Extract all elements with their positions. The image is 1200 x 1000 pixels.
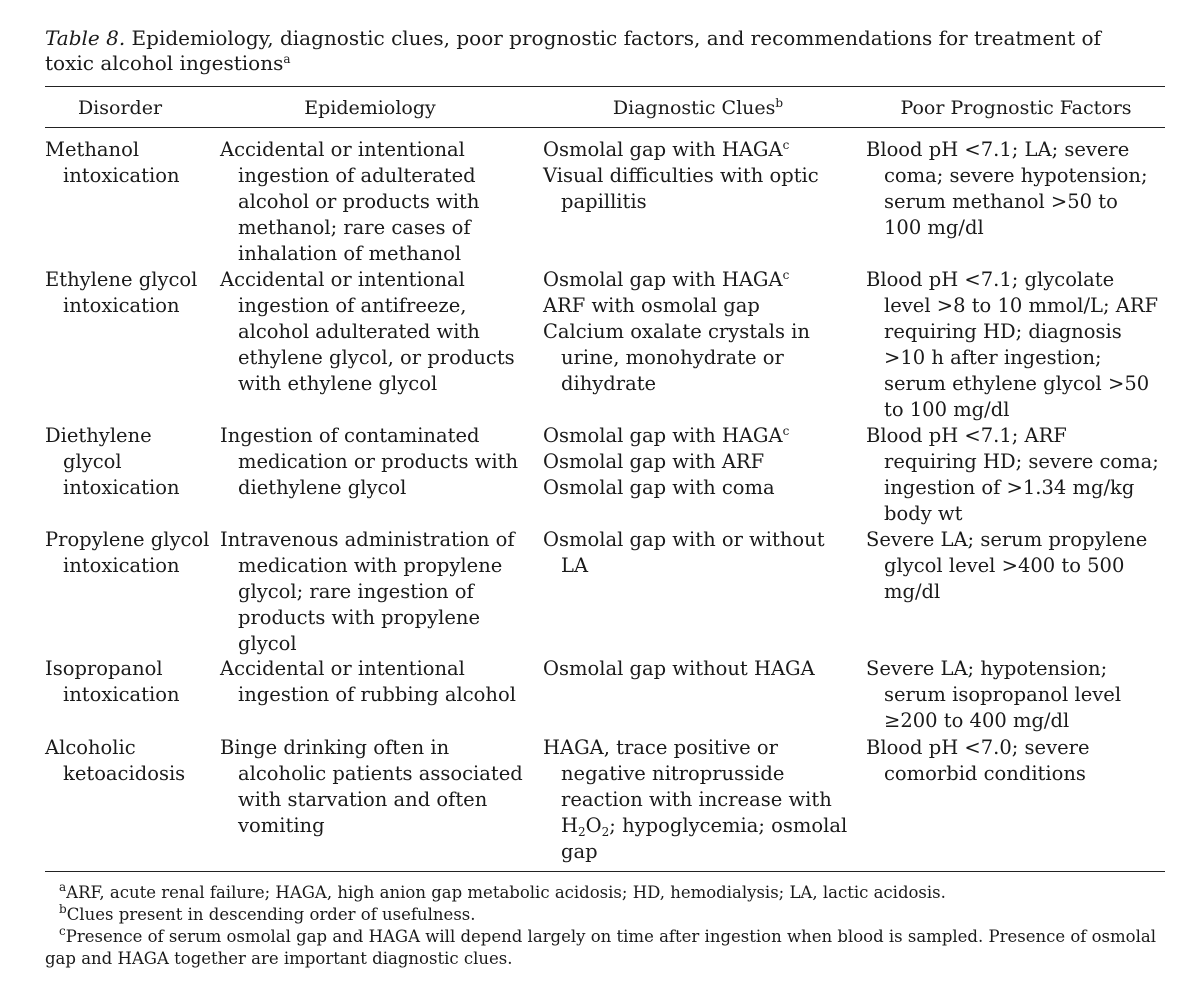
clue-text: Calcium oxalate crystals in urine, monohydrate or dihydrate <box>543 320 810 395</box>
footnote-c-text: Presence of serum osmolal gap and HAGA will depend largely on time after ingestion when blood is sampled. Presence of osmolal gap and HAGA together are important diagnostic clues. <box>45 927 1156 968</box>
cell-prognostic-factors <box>866 656 1161 734</box>
clue-text: HAGA, trace positive or negative nitroprusside reaction with increase with H <box>543 736 832 837</box>
clue-text: Visual difficulties with optic papillitis <box>543 164 819 213</box>
epidemiology-text: Accidental or intentional ingestion of rubbing alcohol <box>220 657 516 706</box>
diagnostic-clue <box>543 319 853 397</box>
clue-mark: c <box>782 268 790 282</box>
diagnostic-clue <box>543 293 853 319</box>
epidemiology-text: Ingestion of contaminated medication or products with diethylene glycol <box>220 424 518 499</box>
footnote-b-mark: b <box>59 902 67 916</box>
clue-text: Osmolal gap with ARF <box>543 450 765 473</box>
clue-sub: 2 <box>578 825 586 839</box>
clue-sub2: 2 <box>601 825 610 839</box>
clue-text: Osmolal gap with or without LA <box>543 528 825 577</box>
header-diagnostic-mark: b <box>775 96 784 110</box>
footnote-b <box>45 904 1167 926</box>
clue-text: Osmolal gap without HAGA <box>543 657 815 680</box>
epidemiology-text: Accidental or intentional ingestion of adulterated alcohol or products with methanol; rare cases of inhalation of methanol <box>220 138 480 265</box>
cell-diagnostic-clues <box>543 423 853 501</box>
footnote-a-text: ARF, acute renal failure; HAGA, high anion gap metabolic acidosis; HD, hemodialysis; LA, lactic acidosis. <box>66 883 946 902</box>
cell-prognostic-factors <box>866 137 1161 241</box>
footnote-c <box>45 926 1167 970</box>
diagnostic-clue <box>543 423 853 449</box>
header-diagnostic-clues <box>543 96 853 120</box>
table-bottom-rule <box>45 871 1165 872</box>
cell-prognostic-factors <box>866 423 1161 527</box>
clue-text: Osmolal gap with HAGA <box>543 424 783 447</box>
footnote-c-mark: c <box>59 924 66 938</box>
footnotes <box>45 882 1167 970</box>
diagnostic-clue <box>543 137 853 163</box>
footnote-b-text: Clues present in descending order of usefulness. <box>66 905 476 924</box>
diagnostic-clue <box>543 475 853 501</box>
disorder-text: Propylene glycol intoxication <box>45 528 210 577</box>
cell-prognostic-factors <box>866 735 1161 787</box>
cell-epidemiology <box>220 137 530 267</box>
epidemiology-text: Accidental or intentional ingestion of antifreeze, alcohol adulterated with ethylene glycol, or products with ethylene glycol <box>220 268 515 395</box>
disorder-text: Isopropanol intoxication <box>45 657 180 706</box>
disorder-text: Diethylene glycol intoxication <box>45 424 180 499</box>
cell-diagnostic-clues <box>543 267 853 397</box>
disorder-text: Ethylene glycol intoxication <box>45 268 198 317</box>
table-caption <box>45 26 1155 76</box>
cell-prognostic-factors <box>866 527 1161 605</box>
clue-text: ARF with osmolal gap <box>543 294 760 317</box>
cell-disorder <box>45 267 215 319</box>
diagnostic-clue <box>543 267 853 293</box>
diagnostic-clue <box>543 527 853 579</box>
table-top-rule <box>45 86 1165 87</box>
table-caption-label: Table 8. <box>45 26 126 50</box>
disorder-text: Methanol intoxication <box>45 138 180 187</box>
prognostic-text: Blood pH <7.1; glycolate level >8 to 10 mmol/L; ARF requiring HD; diagnosis >10 h after ingestion; serum ethylene glycol >50 to 100 mg/dl <box>866 268 1159 421</box>
clue-text3: ; hypoglycemia; osmolal gap <box>561 814 848 863</box>
prognostic-text: Blood pH <7.0; severe comorbid conditions <box>866 736 1090 785</box>
header-prognostic: Poor Prognostic Factors <box>900 97 1132 119</box>
epidemiology-text: Intravenous administration of medication with propylene glycol; rare ingestion of products with propylene glycol <box>220 528 515 655</box>
clue-mark: c <box>782 138 790 152</box>
diagnostic-clue <box>543 735 853 865</box>
table-caption-text: Epidemiology, diagnostic clues, poor prognostic factors, and recommendations for treatment of toxic alcohol ingestions <box>45 26 1101 75</box>
prognostic-text: Severe LA; hypotension; serum isopropanol level ≥200 to 400 mg/dl <box>866 657 1122 732</box>
cell-diagnostic-clues <box>543 735 853 865</box>
cell-epidemiology <box>220 423 530 501</box>
cell-disorder <box>45 137 215 189</box>
cell-epidemiology <box>220 267 530 397</box>
prognostic-text: Blood pH <7.1; ARF requiring HD; severe coma; ingestion of >1.34 mg/kg body wt <box>866 424 1159 525</box>
clue-text2: O <box>585 814 602 837</box>
header-rule <box>45 127 1165 128</box>
header-disorder: Disorder <box>77 97 163 119</box>
table-caption-note-mark: a <box>283 52 291 66</box>
prognostic-text: Blood pH <7.1; LA; severe coma; severe hypotension; serum methanol >50 to 100 mg/dl <box>866 138 1148 239</box>
header-diagnostic-label: Diagnostic Clues <box>612 97 776 119</box>
disorder-text: Alcoholic ketoacidosis <box>45 736 186 785</box>
cell-epidemiology <box>220 527 530 657</box>
cell-disorder <box>45 527 215 579</box>
cell-diagnostic-clues <box>543 137 853 215</box>
diagnostic-clue <box>543 163 853 215</box>
diagnostic-clue <box>543 449 853 475</box>
cell-diagnostic-clues <box>543 527 853 579</box>
header-epidemiology: Epidemiology <box>304 97 436 119</box>
prognostic-text: Severe LA; serum propylene glycol level >400 to 500 mg/dl <box>866 528 1148 603</box>
clue-text: Osmolal gap with coma <box>543 476 775 499</box>
clue-text: Osmolal gap with HAGA <box>543 268 783 291</box>
footnote-a-mark: a <box>59 880 67 894</box>
clue-mark: c <box>782 424 790 438</box>
cell-epidemiology <box>220 735 530 839</box>
cell-prognostic-factors <box>866 267 1161 423</box>
footnote-a <box>45 882 1167 904</box>
cell-disorder <box>45 423 215 501</box>
cell-epidemiology <box>220 656 530 708</box>
diagnostic-clue <box>543 656 853 682</box>
cell-diagnostic-clues <box>543 656 853 682</box>
clue-text: Osmolal gap with HAGA <box>543 138 783 161</box>
epidemiology-text: Binge drinking often in alcoholic patients associated with starvation and often vomiting <box>220 736 523 837</box>
cell-disorder <box>45 656 215 708</box>
cell-disorder <box>45 735 215 787</box>
